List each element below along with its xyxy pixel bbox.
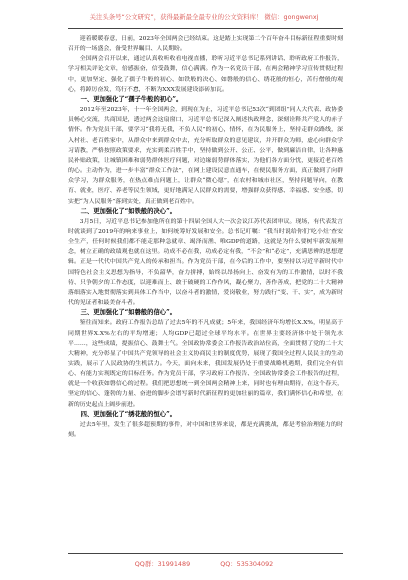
footer-qq: QQ：535304092 [220,560,274,568]
body-paragraph: 全国两会召开以来，通过认真收听收看电视直播，聆听习近平总书记系列讲话、聆听政府工作报告，学习相关评论文章，倍感振奋，信受鼓舞，信心满满。作为一名党员干部，在两会精神学习宣传贯彻过程中，更加坚定、强化了孺子牛般的初心、如铁般的决心、如磐般的信心、绣花般的恒心，苦行僧般的观心，将踔厉奋发，笃行不怠，不断为XXX发展建设添砖加瓦。 [68,56,343,93]
document-body [68,34,343,550]
section-heading: 四、更加强化了“绣花般的恒心”。 [80,410,176,418]
body-paragraph: 3月5日，习近平总书记参加他所在的第十四届全国人大一次会议江苏代表团审议。现场，有代表发言时就谈到了2019年的响来事业上，如何统筹好发展和安全。总书记叮嘱：“我当时说给你们‘吃小灶’查安全生产，任何时候我们都不能走那种急就章、竭泽而渔、唯GDP的道路，这就是为什么要树牢新发展理念，树立正确的政绩观也就在这里。功成不必在我，功成必定有我，“不会”和“必定”，充满思辨的思想逻辑。正是一代代中国共产党人的传承和担当。作为党员干部，在今后的工作中，要坚持以习近平新时代中国特色社会主义思想为指导，不负韶华，奋力拼搏，始终以昂扬向上、奋发有为的工作激情，以时不我待、只争朝夕的工作态度，以迎难而上、敢于破硬的工作作风，凝心聚力，善作善成，把党的二十大精神落细落实入地贯彻落实到具体工作当中，以奋斗者的激情，爱岗敬业，努力践行“变、干、实”，成为新时代的见证者和最美奋斗者。 [68,218,343,307]
header-banner: 关注头条号“公文研究”，获得最新最全最专业的公文资料库！ 微信：gongwenxj [89,13,319,21]
body-paragraph: 2012年至2023年，十一年全国两会，到现在为止，习近平总书记53次“到团组”同人大代表、政协委员畅心交流，共商国是，透过两会这扇窗口，习近平总书记深入阐述执政理念，深刻诠释共产党人的赤子情怀。作为党员干部，要学习“我将无我，不负人民”的初心，情怀，在为民服务上，坚持走群众路线，深入村社、老百姓家中，从群众中来到群众中去，充分听取群众的意见建议，并开群众为师，虚心向群众学习请教，严格按照政策要求，充实到柔百姓手中，坚持做到公开、公正、公平，做到廉洁自律，让各种惠民补贴政策，让城镇困难和弱势群体医疗问题，对边缘弱势群体落实，为他们各方面分忧，更接近老百姓的心。主动作为，进一步丰富“群众工作法”，在网上建设民意直通车，在便民服务方面，真正做到了向群众学习，为群众服务，在热点难点问题上，让群众“微心愿”，在农村和城市社区，坚持问题导向，在教育、就业，医疗、养老等民生领域，更好地满足人民群众的需要，增强群众获得感、幸福感、安全感，切实把“为人民服务”落到实处，真正做到老百姓中。 [68,107,343,205]
section-heading: 三、更加强化了“如磐般的信心”。 [80,309,176,317]
body-paragraph: 迎着暖暖春意，日前，2023年全国两会已经结束。这是踏上实现第二个百年奋斗目标新征程重要时刻召开的一场盛会，备受世界瞩目、人民期盼。 [68,36,343,53]
footer-qq-group: QQ群：31991489 [134,560,191,568]
section-heading: 二、更加强化了“如铁般的决心”。 [80,207,176,215]
footer-divider [68,553,343,554]
body-paragraph: 鉴往而知来。政府工作报告总结了过去5年的不凡成就；5年来，我国经济年均增长X.X%，明显高于同期世界X.X%左右的平均增速；人均GDP已超过全球平均水平。在世界主要经济体中处于领先水平……，这些成绩，提振信心、鼓舞士气。全国政协常委会工作报告政治站位高，全面贯彻了党的二十大大精神，充分彰显了中国共产党领导的社会主义协商民主的制度优势，展现了我国全过程人民民主的生动实践，展示了人民政协的生机活力。今天，面向未来，我国发展仍处于重要战略机遇期，我们完全有信心、有能力实现既定的目标任务。作为党员干部，学习政府工作报告、全国政协常委会工作报告的过程，就是一个收获如磐信心的过程。我们把思想统一到全国两会精神上来，同时也有理由期待，在这个春天，坚定的信心、蓬勃的力量、奋进的脚步会谱写新时代新征程的更加壮丽的篇章，我们满怀信心和希望，在新的历史起点上阔步前进。 [68,320,343,408]
footer [0,557,408,571]
header-divider [68,28,343,29]
body-paragraph: 过去5年里，发生了很多超预期的事件，对中国和世界来说，都是充满挑战，都是考验治理能力的时刻。 [68,421,343,439]
section-heading: 一、更加强化了“孺子牛般的初心”。 [80,95,183,103]
